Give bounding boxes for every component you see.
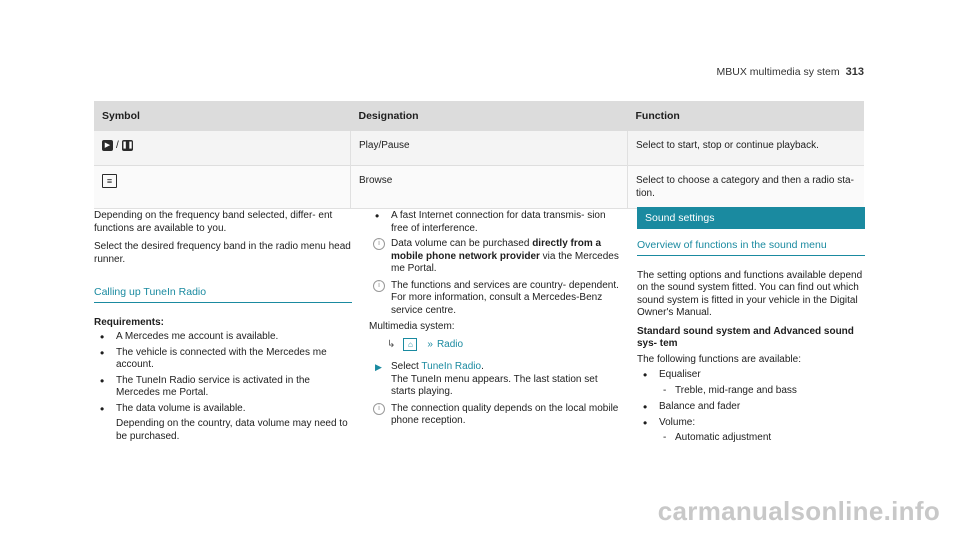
step-text: Select bbox=[391, 361, 422, 373]
play-icon: ▶ bbox=[102, 140, 113, 151]
info-bold-text: directly from a mobile phone network provider bbox=[391, 238, 602, 262]
paragraph: Select the desired frequency band in the radio menu head runner. bbox=[94, 241, 351, 265]
designation-cell: Play/Pause bbox=[351, 131, 628, 166]
paragraph: The following functions are available: bbox=[637, 353, 801, 365]
section-title-tunein: Calling up TuneIn Radio bbox=[94, 286, 352, 303]
functions-list bbox=[637, 401, 865, 429]
arrow-icon: ↳ bbox=[387, 338, 396, 350]
table-row bbox=[94, 131, 864, 166]
menu-path bbox=[387, 338, 619, 352]
requirements-label: Requirements: bbox=[94, 316, 165, 328]
sub-list-item: - Treble, mid-range and bass bbox=[637, 385, 865, 398]
list-item: • A fast Internet connection for data transmis‐ sion free of interference. bbox=[369, 210, 619, 235]
step-instruction bbox=[369, 361, 619, 399]
table-header-row bbox=[94, 101, 864, 131]
list-item: • A Mercedes me account is available. bbox=[94, 331, 352, 344]
column-2 bbox=[369, 210, 619, 432]
info-text: The functions and services are country- dependent. For more information, consult a Mercedes-Benz service centre. bbox=[391, 279, 619, 316]
header-function: Function bbox=[628, 101, 865, 131]
symbol-table bbox=[94, 101, 864, 209]
requirements-list bbox=[94, 331, 352, 415]
function-cell: Select to start, stop or continue playback. bbox=[628, 131, 865, 166]
multimedia-label: Multimedia system: bbox=[369, 321, 455, 332]
info-icon: i bbox=[373, 280, 385, 292]
list-item: • Balance and fader bbox=[637, 401, 865, 414]
sound-system-heading: Standard sound system and Advanced sound sys‐ tem bbox=[637, 325, 854, 349]
function-cell: Select to choose a category and then a radio sta‐ tion. bbox=[628, 166, 865, 209]
requirements-note: Depending on the country, data volume may need to be purchased. bbox=[116, 418, 348, 442]
step-arrow-icon: ▶ bbox=[375, 362, 382, 373]
sub-list bbox=[637, 432, 865, 445]
info-note bbox=[369, 280, 619, 318]
page-header bbox=[717, 66, 864, 78]
watermark: carmanualsonline.info bbox=[657, 496, 940, 526]
column-3 bbox=[637, 207, 865, 449]
info-icon: i bbox=[373, 238, 385, 250]
path-item-radio: Radio bbox=[436, 338, 464, 350]
sound-menu-subtitle: Overview of functions in the sound menu bbox=[637, 239, 865, 256]
list-item: • The data volume is available. bbox=[94, 403, 352, 416]
requirements-list-cont bbox=[369, 210, 619, 235]
symbol-cell bbox=[94, 131, 351, 166]
pause-icon: ❚❚ bbox=[121, 142, 134, 149]
header-title: MBUX multimedia sy stem bbox=[716, 66, 840, 78]
step-text: . bbox=[481, 361, 484, 373]
double-chevron-icon: » bbox=[427, 338, 433, 350]
sound-settings-banner: Sound settings bbox=[637, 207, 865, 229]
home-icon: ⌂ bbox=[403, 338, 417, 351]
symbol-cell bbox=[94, 166, 351, 209]
paragraph: The setting options and functions available depend on the sound system fitted. You can find out which sound system is fitted in your vehicle in the Digital Owner's Manual. bbox=[637, 269, 863, 318]
paragraph: Depending on the frequency band selected, differ‐ ent functions are available to you. bbox=[94, 210, 333, 234]
info-note bbox=[369, 238, 619, 276]
list-item: • The TuneIn Radio service is activated in the Mercedes me Portal. bbox=[94, 375, 352, 400]
designation-cell: Browse bbox=[351, 166, 628, 209]
info-text: via the Mercedes me Portal. bbox=[391, 250, 619, 274]
header-designation: Designation bbox=[351, 101, 628, 131]
sub-list-item: - Automatic adjustment bbox=[637, 432, 865, 445]
info-icon: i bbox=[373, 403, 385, 415]
list-item: • Volume: bbox=[637, 417, 865, 430]
functions-list bbox=[637, 369, 865, 382]
step-detail: The TuneIn menu appears. The last station set starts playing. bbox=[391, 373, 598, 398]
info-note bbox=[369, 403, 619, 428]
list-item: • Equaliser bbox=[637, 369, 865, 382]
info-text: The connection quality depends on the local mobile phone reception. bbox=[391, 402, 619, 427]
symbol-separator: / bbox=[116, 140, 119, 151]
step-link-tunein: TuneIn Radio bbox=[421, 361, 482, 373]
header-symbol: Symbol bbox=[94, 101, 351, 131]
sub-list bbox=[637, 385, 865, 398]
table-row bbox=[94, 166, 864, 209]
column-1 bbox=[94, 210, 352, 449]
list-item: • The vehicle is connected with the Mercedes me account. bbox=[94, 347, 352, 372]
browse-icon: ≡ bbox=[102, 174, 117, 188]
page-number: 313 bbox=[845, 66, 864, 78]
info-text: Data volume can be purchased bbox=[391, 238, 533, 249]
